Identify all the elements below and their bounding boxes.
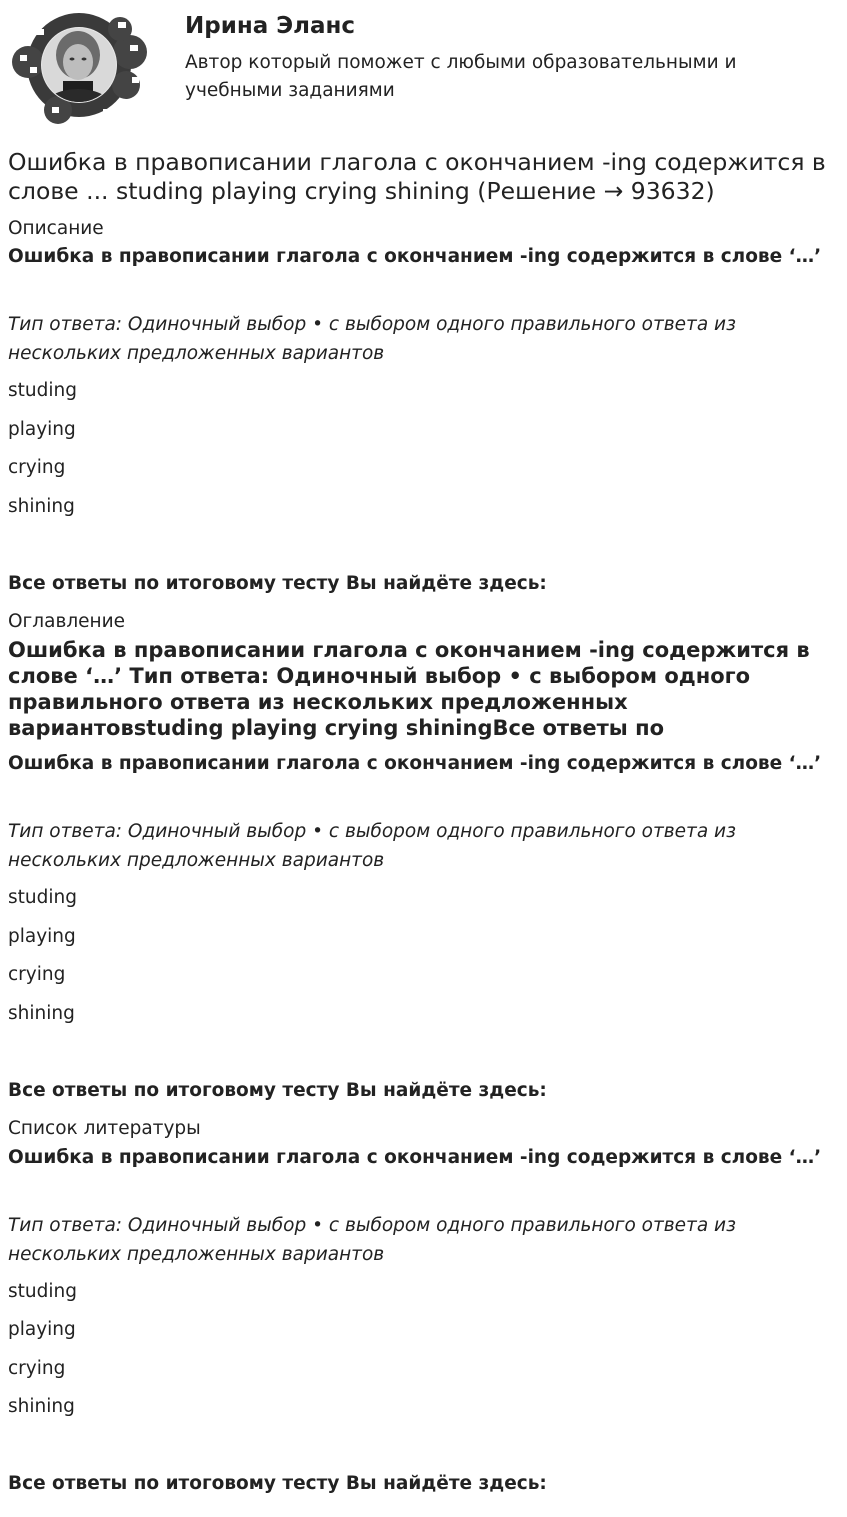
question-text: Ошибка в правописании глагола с окончанием -ing содержится в слове ‘…’ — [8, 753, 822, 774]
answer-type-text: Тип ответа: Одиночный выбор • с выбором одного правильного ответа из нескольких предложенных вариантов — [8, 314, 736, 364]
author-name: Ирина Эланс — [185, 13, 356, 39]
answers-footer-text: Все ответы по итоговому тесту Вы найдёте здесь: — [8, 1080, 547, 1101]
toc-heading: Ошибка в правописании глагола с окончанием -ing содержится в слове ‘…’ Тип ответа: Одиночный выбор • с выбором одного правильного ответа из нескольких предложенных вариантовstuding playing crying shiningВсе ответы по — [8, 638, 810, 740]
answer-type-text: Тип ответа: Одиночный выбор • с выбором одного правильного ответа из нескольких предложенных вариантов — [8, 821, 736, 871]
answer-option: playing — [8, 926, 76, 947]
answer-option: crying — [8, 964, 66, 985]
section-label-description: Описание — [8, 218, 104, 239]
answer-option: crying — [8, 457, 66, 478]
answer-option: playing — [8, 419, 76, 440]
answer-option: studing — [8, 1281, 77, 1302]
avatar-image — [8, 7, 150, 126]
avatar — [8, 7, 150, 126]
answer-option: studing — [8, 380, 77, 401]
section-label-bibliography: Список литературы — [8, 1118, 201, 1139]
answer-option: shining — [8, 1396, 75, 1417]
answer-option: crying — [8, 1358, 66, 1379]
answer-option: shining — [8, 1003, 75, 1024]
answer-type-text: Тип ответа: Одиночный выбор • с выбором одного правильного ответа из нескольких предложенных вариантов — [8, 1215, 736, 1265]
page-title: Ошибка в правописании глагола с окончанием -ing содержится в слове ... studing playing crying shining (Решение → 93632) — [8, 148, 826, 205]
answers-footer-text: Все ответы по итоговому тесту Вы найдёте здесь: — [8, 1473, 547, 1494]
answer-option: shining — [8, 496, 75, 517]
answer-option: studing — [8, 887, 77, 908]
author-description: Автор который поможет с любыми образовательными и учебными заданиями — [185, 52, 737, 101]
answers-footer-text: Все ответы по итоговому тесту Вы найдёте здесь: — [8, 573, 547, 594]
answer-option: playing — [8, 1319, 76, 1340]
section-label-toc: Оглавление — [8, 611, 126, 632]
question-text: Ошибка в правописании глагола с окончанием -ing содержится в слове ‘…’ — [8, 1147, 822, 1168]
question-text: Ошибка в правописании глагола с окончанием -ing содержится в слове ‘…’ — [8, 246, 822, 267]
